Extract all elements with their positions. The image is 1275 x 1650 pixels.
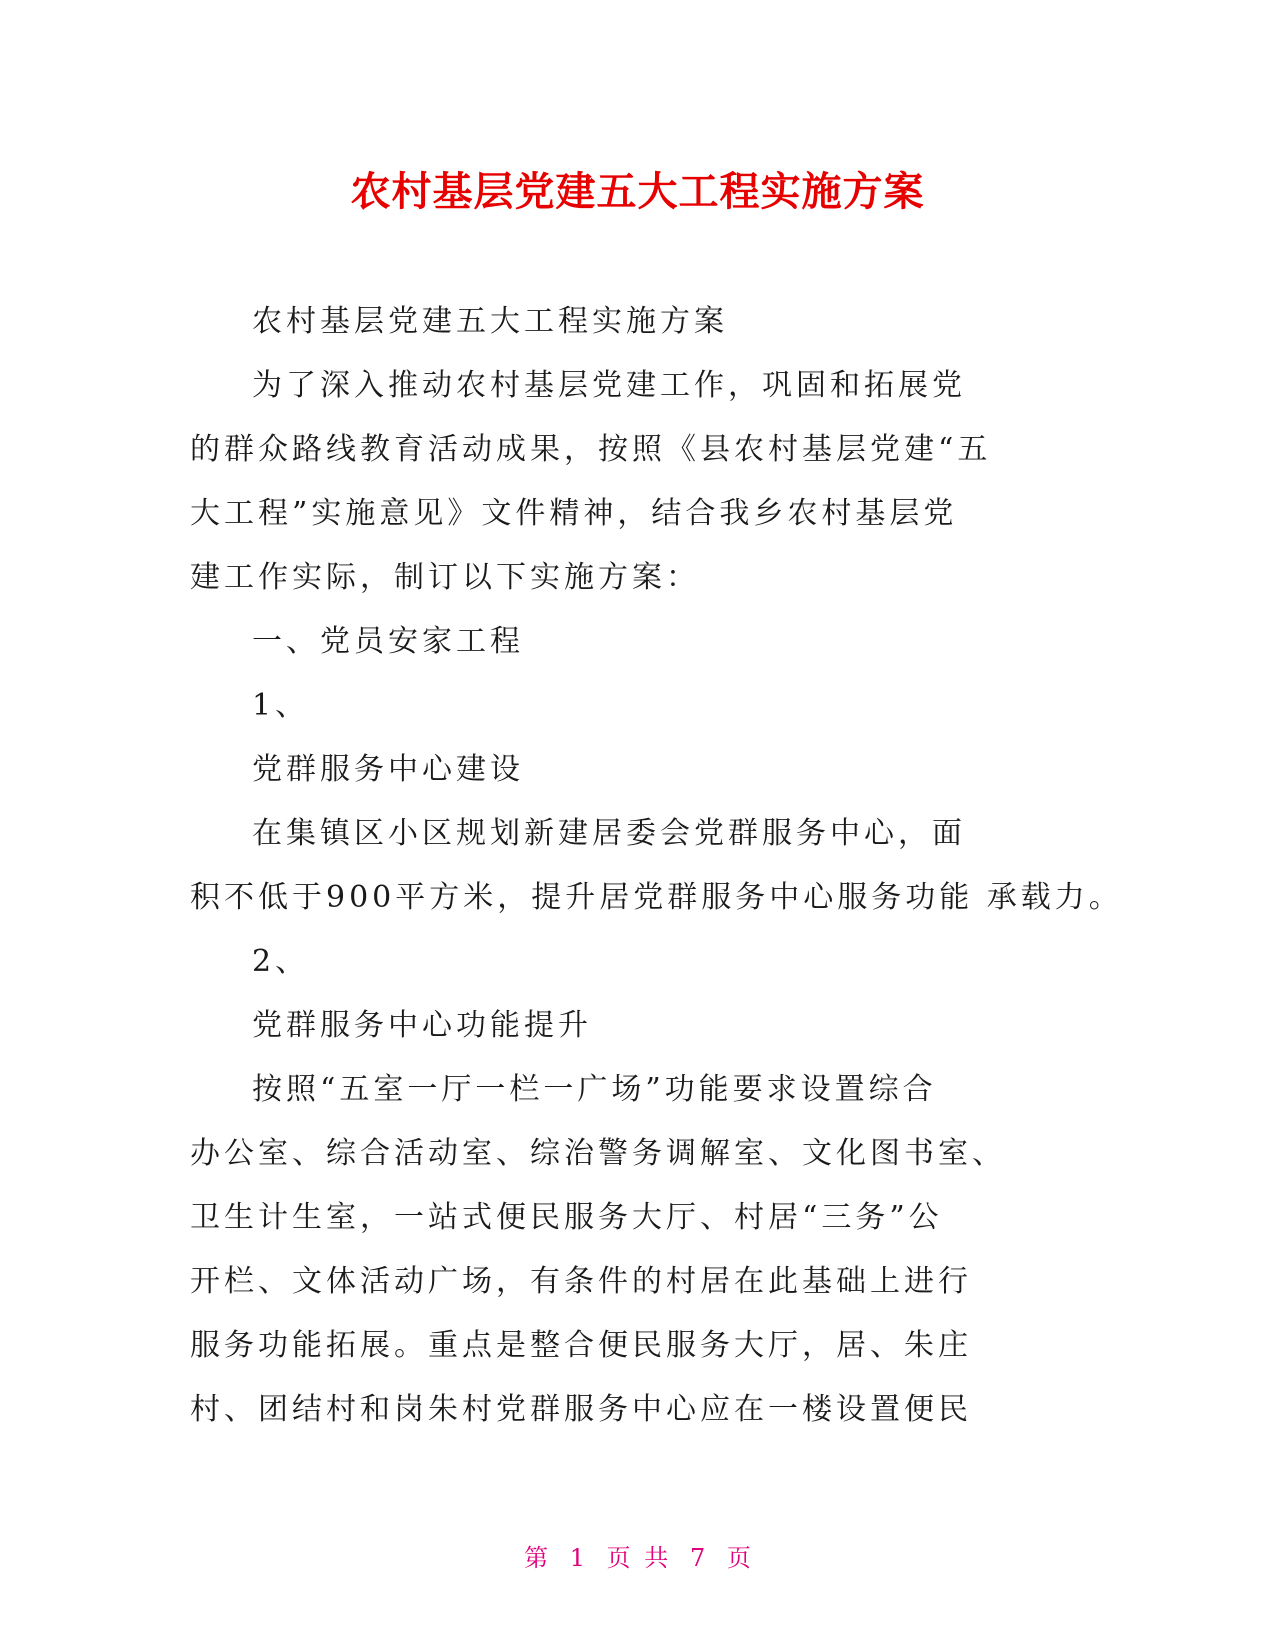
footer-prefix: 第 [524,1544,549,1572]
footer-suffix: 页 [726,1544,751,1572]
body-line: 为了深入推动农村基层党建工作，巩固和拓展党 [252,368,966,403]
current-page-number: 1 [569,1544,586,1572]
body-line: 积不低于900平方米，提升居党群服务中心服务功能 承载力。 [190,880,1123,915]
page-footer [0,1538,1275,1573]
body-line: 农村基层党建五大工程实施方案 [252,304,728,339]
body-line: 卫生计生室，一站式便民服务大厅、村居“三务”公 [190,1200,943,1235]
total-pages-number: 7 [689,1544,706,1572]
body-line: 开栏、文体活动广场，有条件的村居在此基础上进行 [190,1264,972,1299]
body-line: 村、团结村和岗朱村党群服务中心应在一楼设置便民 [190,1392,972,1427]
body-line: 大工程”实施意见》文件精神，结合我乡农村基层党 [190,496,958,531]
item-heading: 党群服务中心功能提升 [252,1008,592,1043]
body-line: 在集镇区小区规划新建居委会党群服务中心，面 [252,816,966,851]
body-line: 服务功能拓展。重点是整合便民服务大厅，居、朱庄 [190,1328,972,1363]
body-line: 建工作实际，制订以下实施方案： [190,560,700,595]
body-line: 的群众路线教育活动成果，按照《县农村基层党建“五 [190,432,992,467]
item-number: 2、 [252,944,310,979]
item-heading: 党群服务中心建设 [252,752,524,787]
section-heading: 一、党员安家工程 [252,624,524,659]
body-line: 办公室、综合活动室、综治警务调解室、文化图书室、 [190,1136,1006,1171]
document-title: 农村基层党建五大工程实施方案 [350,169,925,215]
footer-middle: 页 共 [606,1544,669,1572]
document-body [190,290,1123,1442]
body-line: 按照“五室一厅一栏一广场”功能要求设置综合 [252,1072,937,1107]
item-number: 1、 [252,688,310,723]
